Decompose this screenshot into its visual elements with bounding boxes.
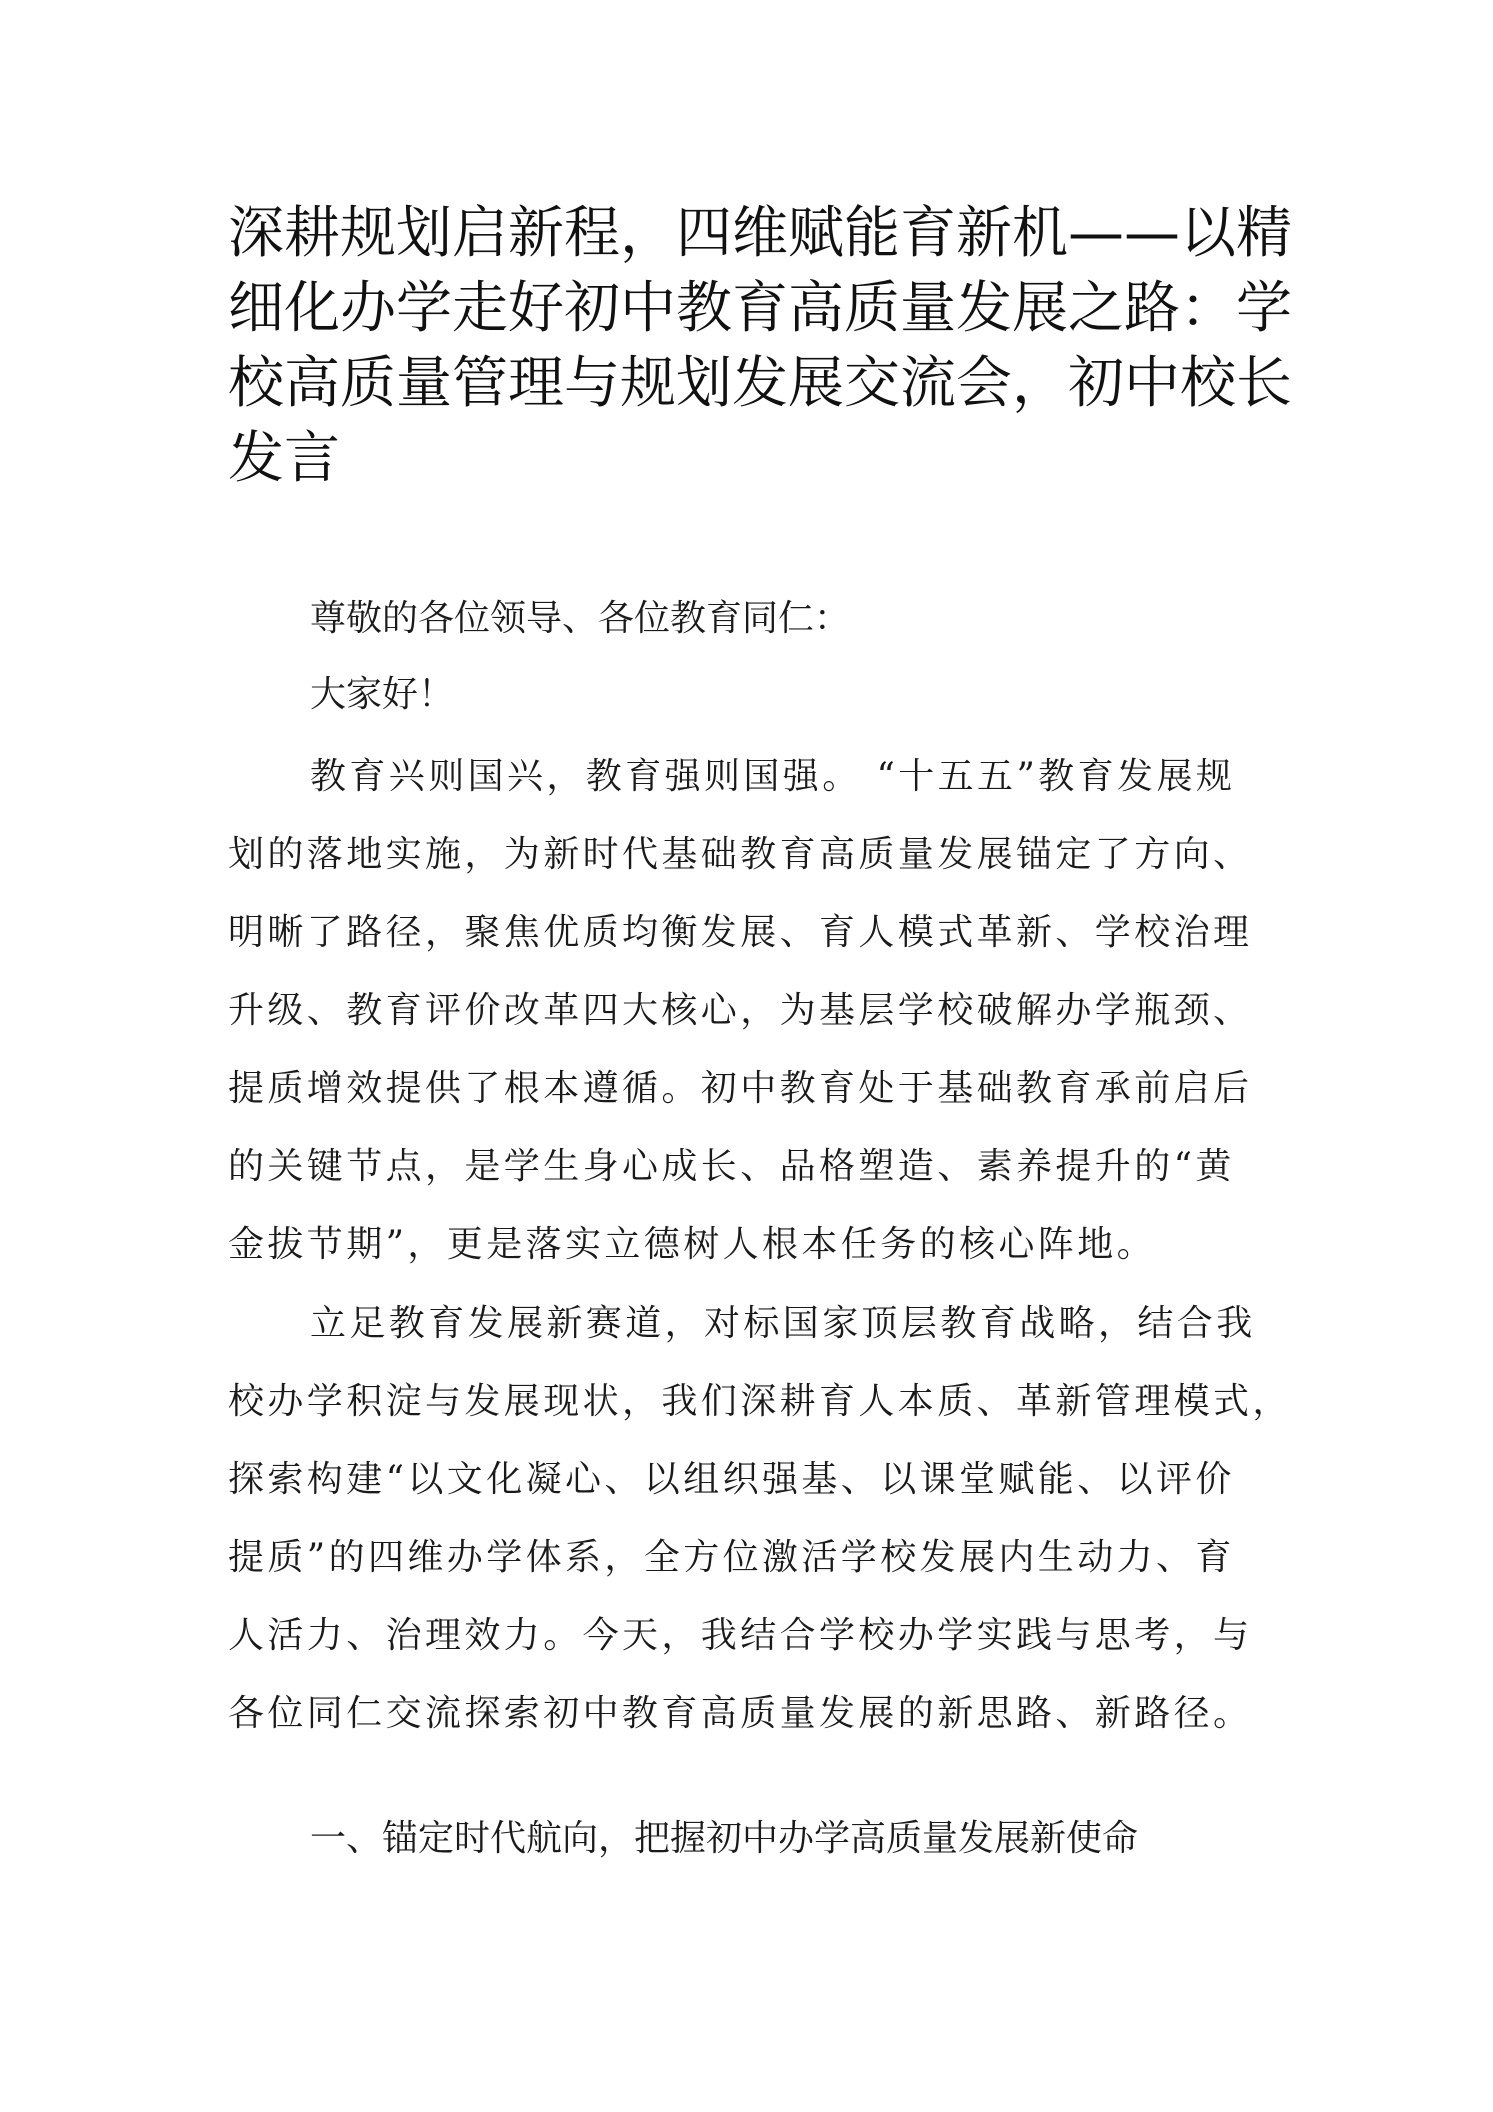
paragraph-line: 提质”的四维办学体系，全方位激活学校发展内生动力、育: [228, 1537, 1235, 1578]
greeting: [228, 580, 1268, 658]
paragraph-2: [228, 1285, 1292, 1753]
paragraph-line: 探索构建“以文化凝心、以组织强基、以课堂赋能、以评价: [228, 1459, 1235, 1500]
title-line: 发言: [228, 426, 340, 491]
salutation: [228, 656, 1268, 734]
document-title: [228, 196, 1292, 496]
title-line: 细化办学走好初中教育高质量发展之路：学: [228, 276, 1292, 341]
paragraph-line: 各位同仁交流探索初中教育高质量发展的新思路、新路径。: [228, 1693, 1253, 1734]
paragraph-line: 人活力、治理效力。今天，我结合学校办学实践与思考，与: [228, 1615, 1253, 1656]
title-line: 深耕规划启新程，四维赋能育新机——以精: [228, 201, 1292, 266]
paragraph-line: 提质增效提供了根本遵循。初中教育处于基础教育承前启后: [228, 1068, 1253, 1109]
paragraph-line: 校办学积淀与发展现状，我们深耕育人本质、革新管理模式，: [228, 1381, 1292, 1422]
paragraph-line: 明晰了路径，聚焦优质均衡发展、育人模式革新、学校治理: [228, 912, 1253, 953]
salutation-text: 大家好！: [310, 674, 455, 715]
title-line: 校高质量管理与规划发展交流会，初中校长: [228, 351, 1292, 416]
paragraph-line: 金拔节期”，更是落实立德树人根本任务的核心阵地。: [228, 1224, 1157, 1265]
paragraph-line: 升级、教育评价改革四大核心，为基层学校破解办学瓶颈、: [228, 990, 1253, 1031]
section-heading-text: 一、锚定时代航向，把握初中办学高质量发展新使命: [310, 1818, 1139, 1859]
section-heading: [228, 1800, 1268, 1878]
paragraph-1: [228, 738, 1268, 1284]
greeting-text: 尊敬的各位领导、各位教育同仁：: [310, 598, 851, 639]
paragraph-line: 教育兴则国兴，教育强则国强。 “十五五”教育发展规: [310, 756, 1236, 797]
paragraph-line: 划的落地实施，为新时代基础教育高质量发展锚定了方向、: [228, 834, 1253, 875]
paragraph-line: 的关键节点，是学生身心成长、品格塑造、素养提升的“黄: [228, 1146, 1235, 1187]
paragraph-line: 立足教育发展新赛道，对标国家顶层教育战略，结合我: [310, 1303, 1256, 1344]
